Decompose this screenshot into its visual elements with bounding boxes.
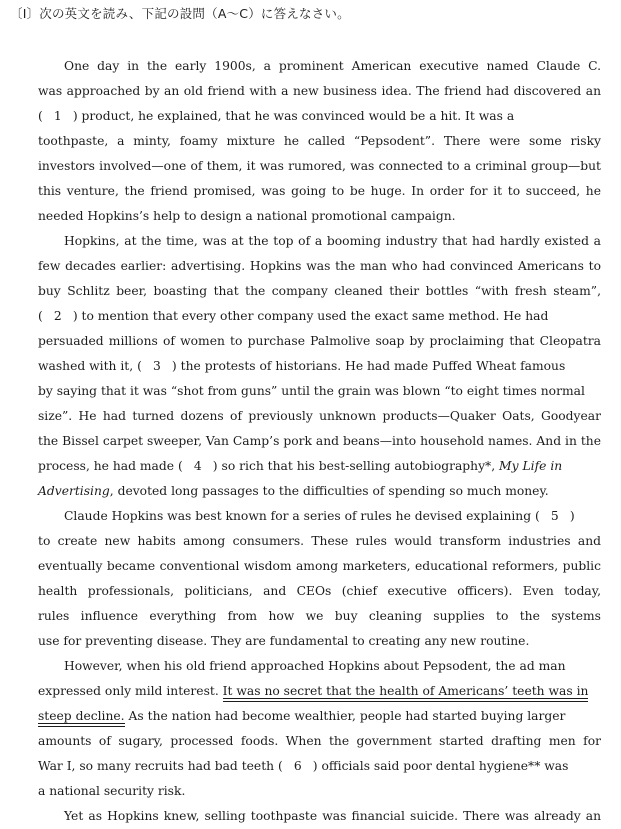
passage-line: War I, so many recruits had bad teeth ( 6 ) officials said poor dental hygiene** was [38,759,569,773]
passage-line: health professionals, politicians, and CEOs (chief executive officers). Even today, [38,584,601,598]
passage-line: ( 1 ) product, he explained, that he was convinced would be a hit. It was a [38,109,515,123]
question-header: 〔Ⅰ〕次の英文を読み、下記の設問（A〜C）に答えなさい。 [10,6,350,21]
english-passage [38,54,601,829]
underlined-sentence: It was no secret that the health of Americans’ teeth was in [222,684,589,698]
book-title: Advertising [38,484,110,498]
underlined-sentence: steep decline. [38,709,125,723]
passage-line: a national security risk. [38,784,186,798]
blank-3: ( 3 ) [137,359,177,373]
passage-line: this venture, the friend promised, was going to be huge. In order for it to succeed, he [38,184,601,198]
passage-line: ( 2 ) to mention that every other company used the exact same method. He had [38,309,549,323]
passage-line: Claude Hopkins was best known for a series of rules he devised explaining ( 5 ) [64,509,575,523]
passage-line: Advertising, devoted long passages to the difficulties of spending so much money. [38,484,549,498]
passage-line: needed Hopkins’s help to design a national promotional campaign. [38,209,456,223]
passage-line: steep decline. As the nation had become wealthier, people had started buying larger [38,709,566,723]
passage-line: However, when his old friend approached Hopkins about Pepsodent, the ad man [64,659,566,673]
passage-line: Hopkins, at the time, was at the top of a booming industry that had hardly existed a [64,234,601,248]
passage-line: was approached by an old friend with a new business idea. The friend had discovered an [38,84,601,98]
passage-line: washed with it, ( 3 ) the protests of historians. He had made Puffed Wheat famous [38,359,566,373]
passage-line: rules influence everything from how we buy cleaning supplies to the systems [38,609,601,623]
passage-line: One day in the early 1900s, a prominent American executive named Claude C. [64,59,601,73]
passage-line: investors involved—one of them, it was rumored, was connected to a criminal group—but [38,159,601,173]
passage-line: toothpaste, a minty, foamy mixture he called “Pepsodent”. There were some risky [38,134,601,148]
passage-line: use for preventing disease. They are fundamental to creating any new routine. [38,634,530,648]
blank-4: ( 4 ) [177,459,218,473]
passage-line: size”. He had turned dozens of previously unknown products—Quaker Oats, Goodyear [38,409,601,423]
passage-line: by saying that it was “shot from guns” until the grain was blown “to eight times normal [38,384,585,398]
passage-line: persuaded millions of women to purchase Palmolive soap by proclaiming that Cleopatra [38,334,601,348]
passage-line: few decades earlier: advertising. Hopkins was the man who had convinced Americans to [38,259,601,273]
book-title: My Life in [499,459,563,473]
passage-line: to create new habits among consumers. These rules would transform industries and [38,534,601,548]
passage-line: expressed only mild interest. It was no secret that the health of Americans’ teeth was in [38,684,589,698]
blank-6: ( 6 ) [277,759,318,773]
passage-line: process, he had made ( 4 ) so rich that his best-selling autobiography*, My Life in [38,459,563,473]
blank-1: ( 1 ) [38,109,78,123]
blank-2: ( 2 ) [38,309,78,323]
passage-line: Yet as Hopkins knew, selling toothpaste was financial suicide. There was already an [64,809,601,823]
blank-5: ( 5 ) [535,509,575,523]
passage-line: buy Schlitz beer, boasting that the company cleaned their bottles “with fresh steam”, [38,284,601,298]
passage-line: eventually became conventional wisdom among marketers, educational reformers, public [38,559,601,573]
passage-line: amounts of sugary, processed foods. When the government started drafting men for [38,734,601,748]
passage-line: the Bissel carpet sweeper, Van Camp’s pork and beans—into household names. And in the [38,434,601,448]
